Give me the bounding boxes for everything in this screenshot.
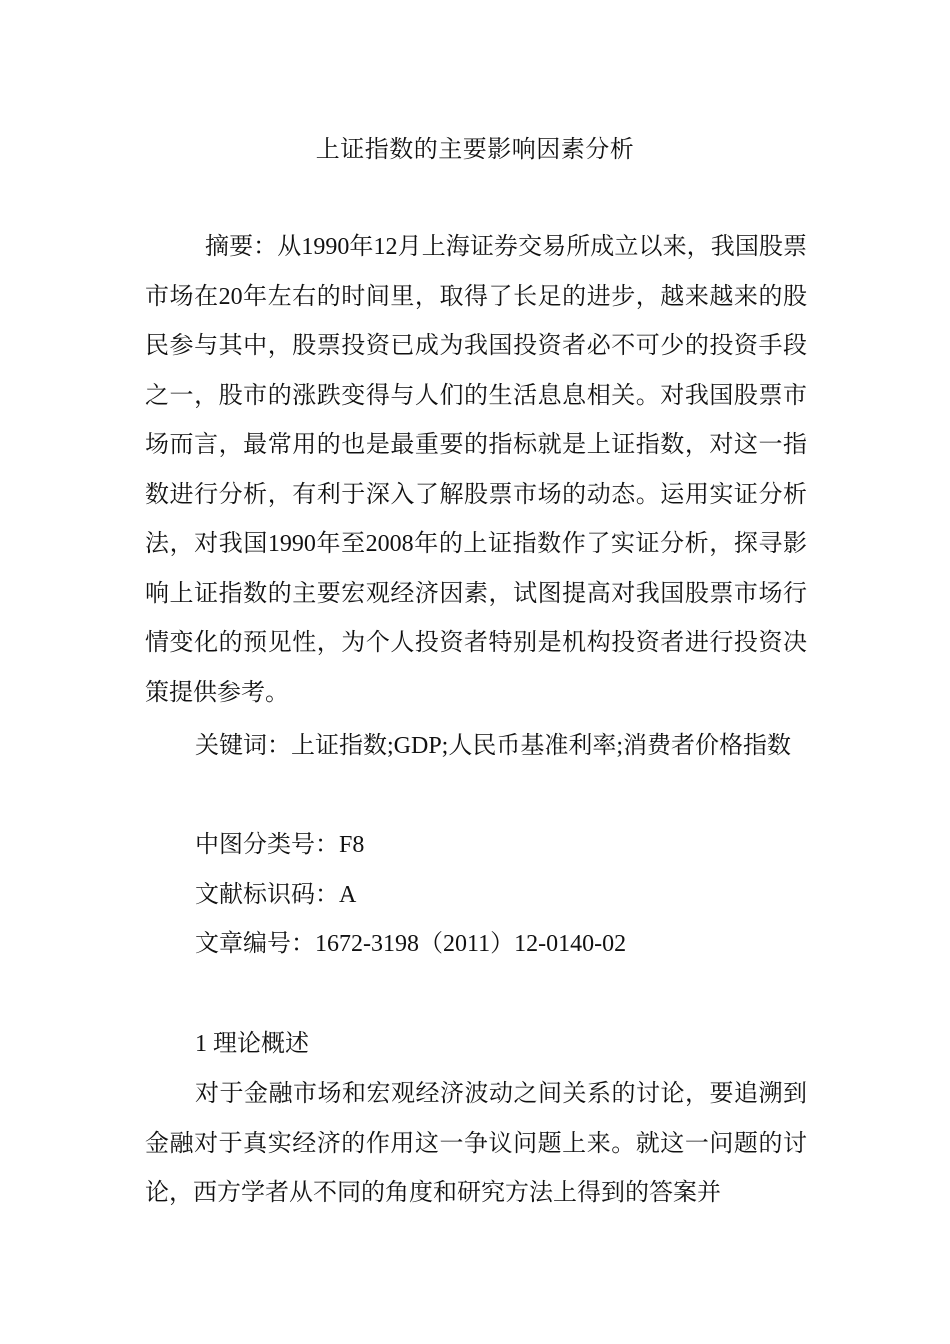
section-heading: 1 理论概述	[195, 1031, 309, 1057]
keywords-paragraph: 关键词：上证指数;GDP;人民币基准利率;消费者价格指数	[195, 733, 792, 759]
clc-number: 中图分类号：F8	[195, 832, 365, 858]
article-number: 文章编号：1672-3198（2011）12-0140-02	[195, 931, 627, 957]
document-code: 文献标识码：A	[195, 882, 357, 908]
paper-title: 上证指数的主要影响因素分析	[315, 137, 635, 163]
section-paragraph: 对于金融市场和宏观经济波动之间关系的讨论，要追溯到金融对于真实经济的作用这一争议问题上来。就这一问题的讨论，西方学者从不同的角度和研究方法上得到的答案并	[145, 1081, 807, 1206]
abstract-paragraph: 摘要：从1990年12月上海证券交易所成立以来，我国股票市场在20年左右的时间里，取得了长足的进步，越来越来的股民参与其中，股票投资已成为我国投资者必不可少的投资手段之一，股市的涨跌变得与人们的生活息息相关。对我国股票市场而言，最常用的也是最重要的指标就是上证指数，对这一指数进行分析，有利于深入了解股票市场的动态。运用实证分析法，对我国1990年至2008年的上证指数作了实证分析，探寻影响上证指数的主要宏观经济因素，试图提高对我国股票市场行情变化的预见性，为个人投资者特别是机构投资者进行投资决策提供参考。	[145, 234, 807, 706]
